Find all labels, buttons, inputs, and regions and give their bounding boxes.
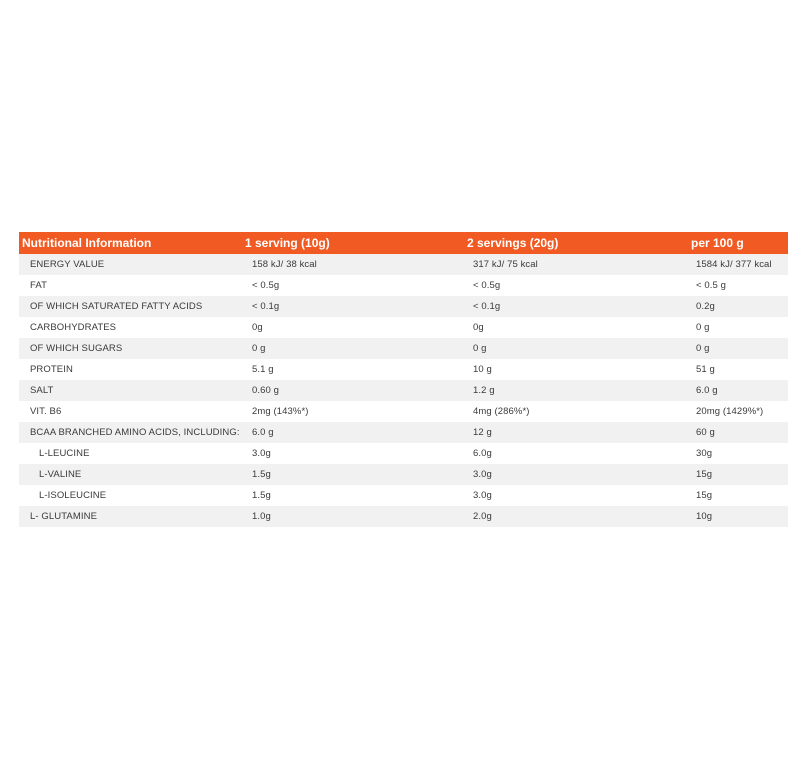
nutrient-name: L-VALINE bbox=[39, 469, 82, 480]
value-1-serving: < 0.1g bbox=[252, 301, 280, 312]
value-per-100g: 1584 kJ/ 377 kcal bbox=[696, 259, 772, 270]
value-per-100g: 30g bbox=[696, 448, 713, 459]
nutrient-name: BCAA BRANCHED AMINO ACIDS, INCLUDING: bbox=[30, 427, 240, 438]
header-serving-1: 1 serving (10g) bbox=[245, 236, 330, 250]
value-2-servings: 0g bbox=[473, 322, 484, 333]
table-row bbox=[19, 359, 788, 380]
value-1-serving: < 0.5g bbox=[252, 280, 280, 291]
value-1-serving: 3.0g bbox=[252, 448, 271, 459]
value-2-servings: 317 kJ/ 75 kcal bbox=[473, 259, 538, 270]
value-2-servings: 3.0g bbox=[473, 469, 492, 480]
table-row bbox=[19, 506, 788, 527]
value-per-100g: 51 g bbox=[696, 364, 715, 375]
value-2-servings: < 0.5g bbox=[473, 280, 501, 291]
table-row bbox=[19, 485, 788, 506]
nutrient-name: ENERGY VALUE bbox=[30, 259, 105, 270]
value-1-serving: 6.0 g bbox=[252, 427, 274, 438]
value-2-servings: < 0.1g bbox=[473, 301, 501, 312]
value-1-serving: 0g bbox=[252, 322, 263, 333]
nutrient-name: L-LEUCINE bbox=[39, 448, 90, 459]
value-1-serving: 1.0g bbox=[252, 511, 271, 522]
value-per-100g: 60 g bbox=[696, 427, 715, 438]
table-row bbox=[19, 464, 788, 485]
value-1-serving: 1.5g bbox=[252, 490, 271, 501]
value-2-servings: 6.0g bbox=[473, 448, 492, 459]
nutrient-name: FAT bbox=[30, 280, 48, 291]
value-1-serving: 0.60 g bbox=[252, 385, 280, 396]
value-1-serving: 0 g bbox=[252, 343, 266, 354]
value-per-100g: 0 g bbox=[696, 322, 710, 333]
value-per-100g: 20mg (1429%*) bbox=[696, 406, 764, 417]
nutrient-name: L-ISOLEUCINE bbox=[39, 490, 107, 501]
header-serving-2: 2 servings (20g) bbox=[467, 236, 559, 250]
table-row bbox=[19, 443, 788, 464]
nutrient-name: PROTEIN bbox=[30, 364, 73, 375]
value-per-100g: 6.0 g bbox=[696, 385, 718, 396]
nutrient-name: SALT bbox=[30, 385, 54, 396]
value-2-servings: 0 g bbox=[473, 343, 487, 354]
table-row bbox=[19, 338, 788, 359]
value-2-servings: 2.0g bbox=[473, 511, 492, 522]
value-1-serving: 1.5g bbox=[252, 469, 271, 480]
value-per-100g: 0 g bbox=[696, 343, 710, 354]
value-per-100g: 15g bbox=[696, 469, 713, 480]
value-1-serving: 2mg (143%*) bbox=[252, 406, 309, 417]
nutrition-table bbox=[19, 232, 788, 527]
value-per-100g: 10g bbox=[696, 511, 713, 522]
table-row bbox=[19, 422, 788, 443]
nutrient-name: VIT. B6 bbox=[30, 406, 62, 417]
table-row bbox=[19, 275, 788, 296]
nutrient-name: CARBOHYDRATES bbox=[30, 322, 117, 333]
value-1-serving: 5.1 g bbox=[252, 364, 274, 375]
table-header-row bbox=[19, 232, 788, 254]
value-1-serving: 158 kJ/ 38 kcal bbox=[252, 259, 317, 270]
value-2-servings: 1.2 g bbox=[473, 385, 495, 396]
header-nutritional-information: Nutritional Information bbox=[22, 236, 152, 250]
table-row bbox=[19, 380, 788, 401]
table-row bbox=[19, 401, 788, 422]
table-row bbox=[19, 296, 788, 317]
value-per-100g: < 0.5 g bbox=[696, 280, 727, 291]
value-per-100g: 0.2g bbox=[696, 301, 715, 312]
value-2-servings: 10 g bbox=[473, 364, 492, 375]
value-2-servings: 3.0g bbox=[473, 490, 492, 501]
table-row bbox=[19, 254, 788, 275]
value-2-servings: 4mg (286%*) bbox=[473, 406, 530, 417]
nutrient-name: OF WHICH SUGARS bbox=[30, 343, 123, 354]
nutrient-name: L- GLUTAMINE bbox=[30, 511, 98, 522]
table-row bbox=[19, 317, 788, 338]
value-2-servings: 12 g bbox=[473, 427, 492, 438]
header-per-100g: per 100 g bbox=[691, 236, 744, 250]
nutrient-name: OF WHICH SATURATED FATTY ACIDS bbox=[30, 301, 203, 312]
value-per-100g: 15g bbox=[696, 490, 713, 501]
